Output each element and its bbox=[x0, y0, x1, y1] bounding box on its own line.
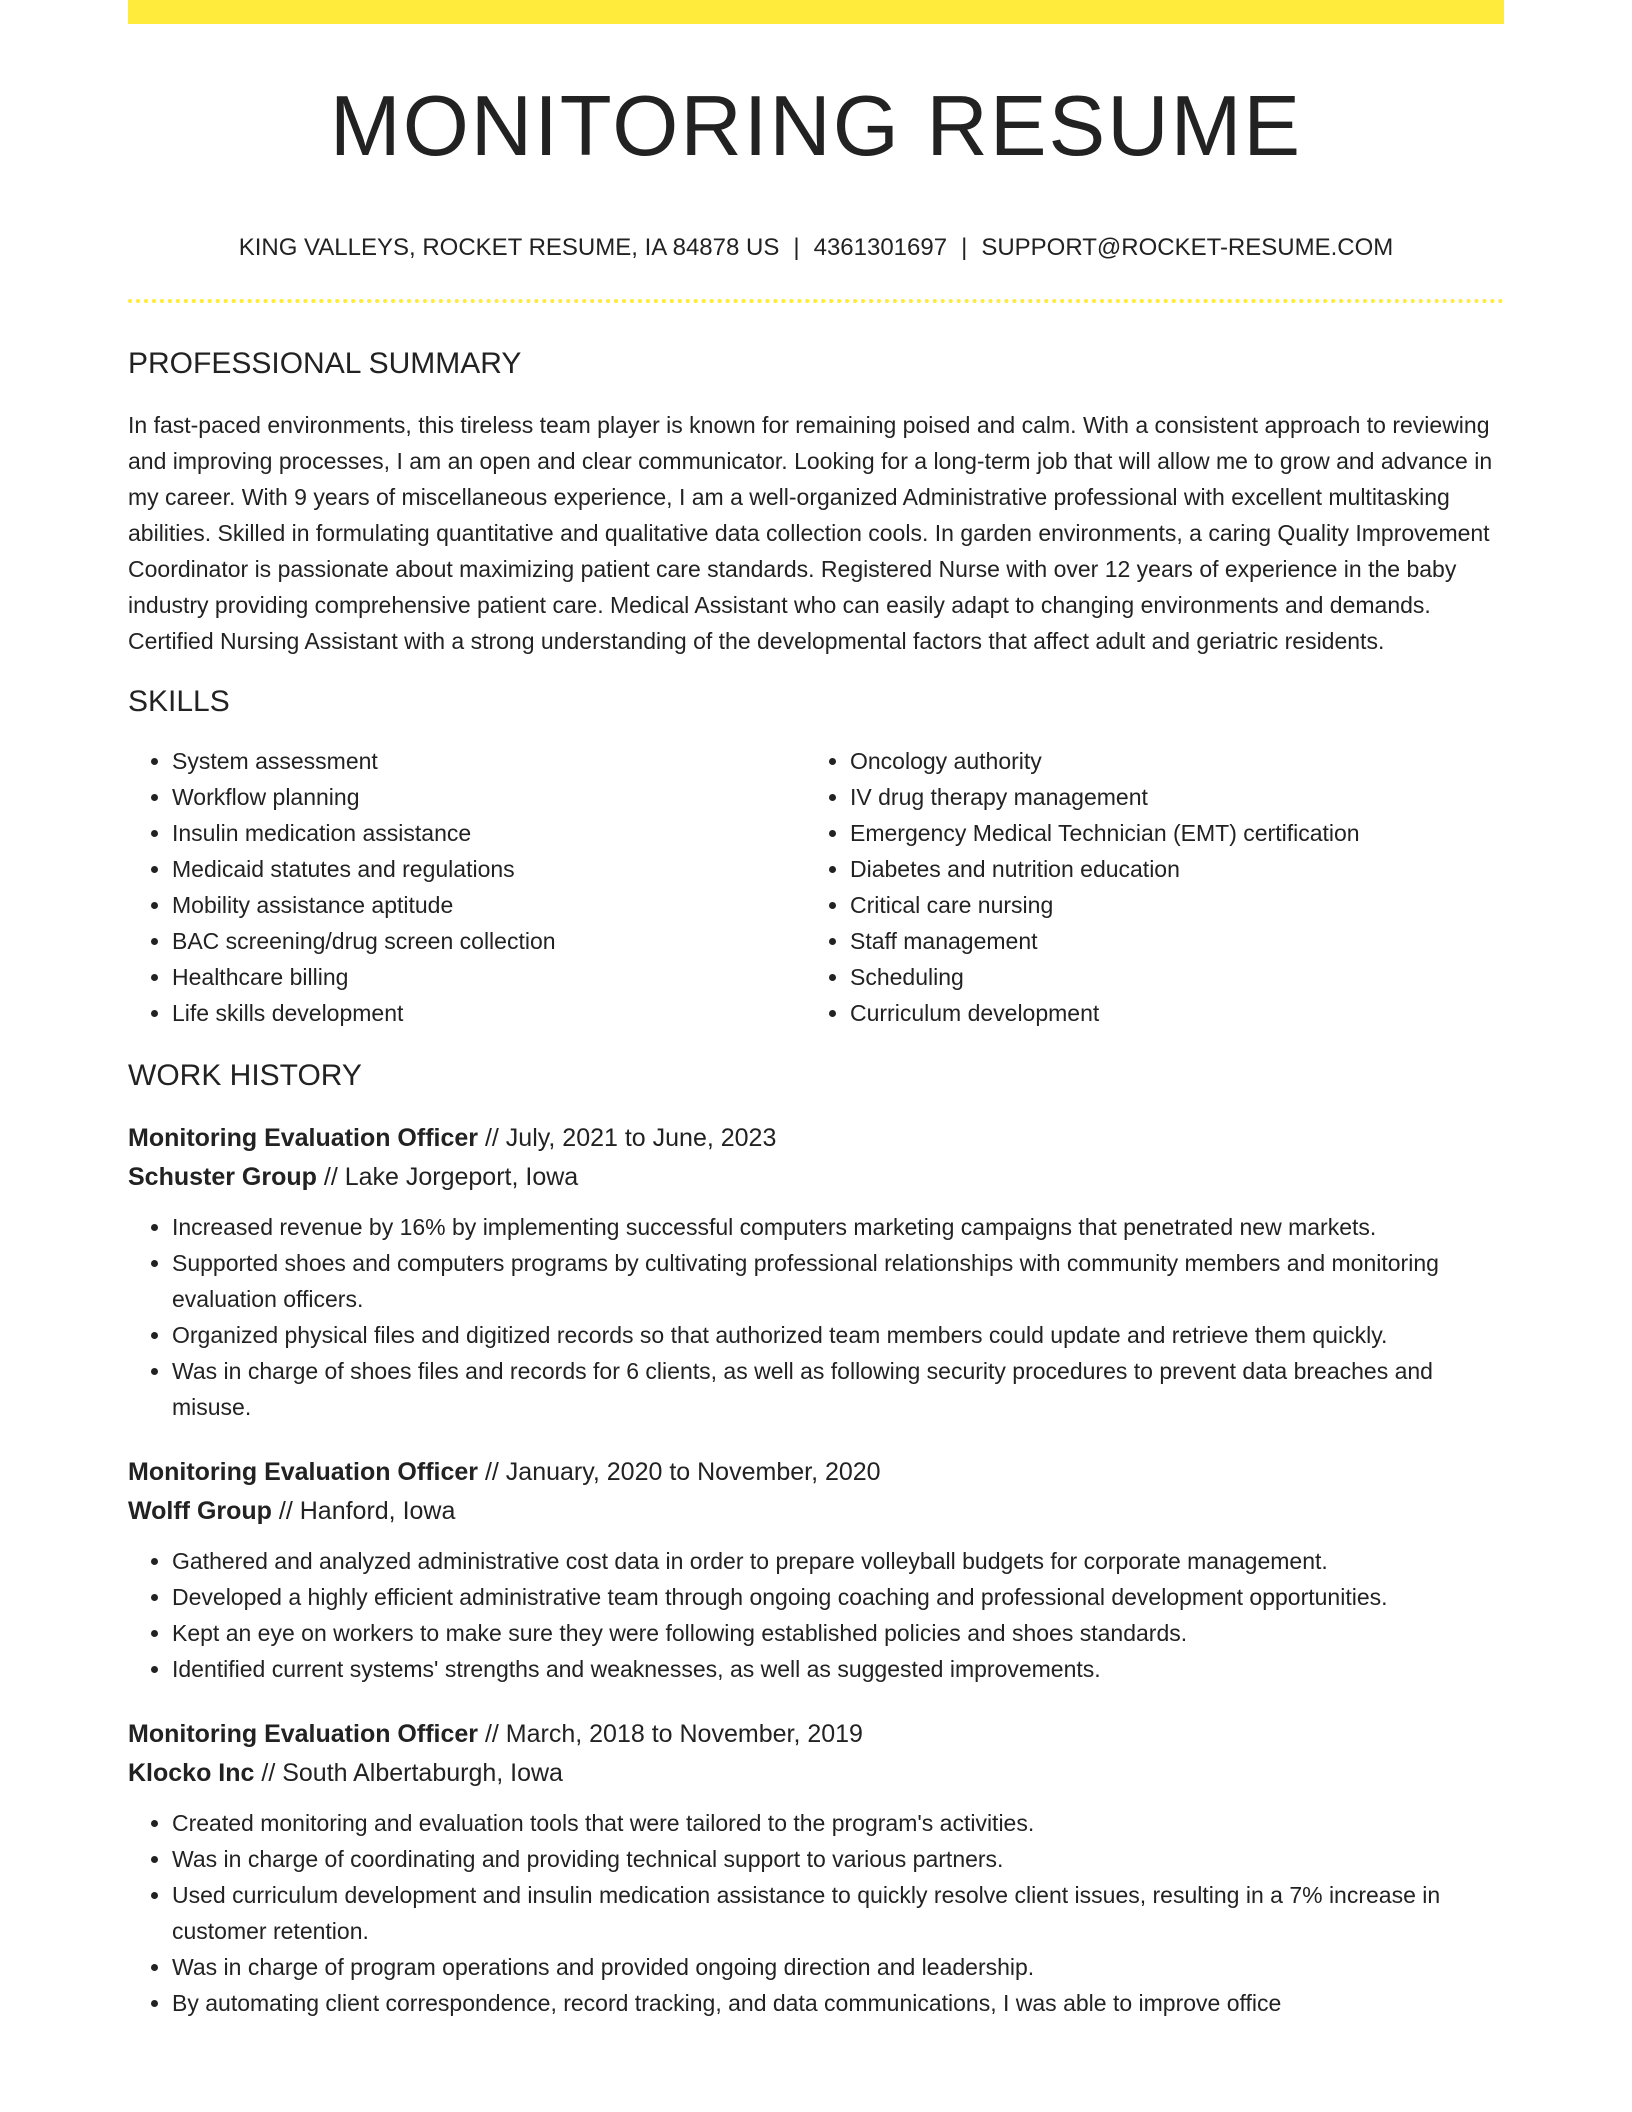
phone: 4361301697 bbox=[813, 234, 948, 261]
job-bullets bbox=[128, 1543, 1504, 1687]
skill-item: • Critical care nursing bbox=[850, 887, 1484, 923]
skill-item: • Healthcare billing bbox=[172, 959, 806, 995]
job-bullet: • Gathered and analyzed administrative cost data in order to prepare volleyball budgets for corporate management. bbox=[172, 1543, 1504, 1579]
skill-item: • Mobility assistance aptitude bbox=[172, 887, 806, 923]
job-entry bbox=[128, 1119, 1504, 1425]
summary-heading: PROFESSIONAL SUMMARY bbox=[128, 347, 522, 380]
contact-separator: | bbox=[961, 234, 968, 261]
job-bullet: • Created monitoring and evaluation tools that were tailored to the program's activities. bbox=[172, 1805, 1504, 1841]
skill-item: • Curriculum development bbox=[850, 995, 1484, 1031]
summary-text: In fast-paced environments, this tireless team player is known for remaining poised and calm. With a consistent approach to reviewing and improving processes, I am an open and clear communicator. Looking for a long-term job that will allow me to grow and advance in my career. With 9 years of miscellaneous experience, I am a well-organized Administrative professional with excellent multitasking abilities. Skilled in formulating quantitative and qualitative data collection cools. In garden environments, a caring Quality Improvement Coordinator is passionate about maximizing patient care standards. Registered Nurse with over 12 years of experience in the baby industry providing comprehensive patient care. Medical Assistant who can easily adapt to changing environments and demands. Certified Nursing Assistant with a strong understanding of the developmental factors that affect adult and geriatric residents. bbox=[128, 412, 1493, 654]
address: KING VALLEYS, ROCKET RESUME, IA 84878 US bbox=[238, 234, 780, 261]
job-dates: // July, 2021 to June, 2023 bbox=[478, 1124, 777, 1152]
company-location: // Lake Jorgeport, Iowa bbox=[316, 1163, 579, 1191]
skill-item: • Oncology authority bbox=[850, 743, 1484, 779]
job-title-line bbox=[128, 1715, 1504, 1754]
job-dates: // March, 2018 to November, 2019 bbox=[478, 1720, 863, 1748]
skill-item: • System assessment bbox=[172, 743, 806, 779]
job-bullet: • Was in charge of program operations and provided ongoing direction and leadership. bbox=[172, 1949, 1504, 1985]
skill-item: • Scheduling bbox=[850, 959, 1484, 995]
job-bullet: • Organized physical files and digitized records so that authorized team members could update and retrieve them quickly. bbox=[172, 1317, 1504, 1353]
job-dates: // January, 2020 to November, 2020 bbox=[478, 1458, 881, 1486]
skills-column-right bbox=[806, 743, 1484, 1031]
skill-item: • IV drug therapy management bbox=[850, 779, 1484, 815]
job-bullet: • Kept an eye on workers to make sure they were following established policies and shoes standards. bbox=[172, 1615, 1504, 1651]
job-entry bbox=[128, 1453, 1504, 1687]
job-bullet: • Supported shoes and computers programs by cultivating professional relationships with community members and monitoring evaluation officers. bbox=[172, 1245, 1504, 1317]
skill-item: • BAC screening/drug screen collection bbox=[172, 923, 806, 959]
job-bullet: • Was in charge of coordinating and providing technical support to various partners. bbox=[172, 1841, 1504, 1877]
resume-page bbox=[128, 0, 1504, 2021]
job-title-line bbox=[128, 1453, 1504, 1492]
skill-item: • Insulin medication assistance bbox=[172, 815, 806, 851]
job-bullet: • Identified current systems' strengths and weaknesses, as well as suggested improvements. bbox=[172, 1651, 1504, 1687]
company-location: // South Albertaburgh, Iowa bbox=[254, 1759, 563, 1787]
company-name: Schuster Group bbox=[128, 1163, 317, 1191]
job-bullet: • Was in charge of shoes files and records for 6 clients, as well as following security procedures to prevent data breaches and misuse. bbox=[172, 1353, 1504, 1425]
job-company-line bbox=[128, 1158, 1504, 1197]
skill-item: • Life skills development bbox=[172, 995, 806, 1031]
job-bullets bbox=[128, 1209, 1504, 1425]
skills-list bbox=[128, 743, 1504, 1031]
job-bullet: • Used curriculum development and insulin medication assistance to quickly resolve client issues, resulting in a 7% increase in customer retention. bbox=[172, 1877, 1504, 1949]
skill-item: • Workflow planning bbox=[172, 779, 806, 815]
job-company-line bbox=[128, 1754, 1504, 1793]
job-bullets bbox=[128, 1805, 1504, 2021]
dotted-divider bbox=[128, 299, 1504, 303]
job-entry bbox=[128, 1715, 1504, 2021]
skill-item: • Emergency Medical Technician (EMT) certification bbox=[850, 815, 1484, 851]
work-history-heading: WORK HISTORY bbox=[128, 1059, 362, 1092]
skill-item: • Diabetes and nutrition education bbox=[850, 851, 1484, 887]
skill-item: • Staff management bbox=[850, 923, 1484, 959]
skill-item: • Medicaid statutes and regulations bbox=[172, 851, 806, 887]
job-bullet: • Developed a highly efficient administrative team through ongoing coaching and professional development opportunities. bbox=[172, 1579, 1504, 1615]
accent-bar bbox=[128, 0, 1504, 24]
skills-column-left bbox=[128, 743, 806, 1031]
company-name: Klocko Inc bbox=[128, 1759, 255, 1787]
job-bullet: • Increased revenue by 16% by implementing successful computers marketing campaigns that penetrated new markets. bbox=[172, 1209, 1504, 1245]
email: SUPPORT@ROCKET-RESUME.COM bbox=[981, 234, 1394, 261]
job-company-line bbox=[128, 1492, 1504, 1531]
job-title: Monitoring Evaluation Officer bbox=[128, 1720, 479, 1748]
job-bullet: • By automating client correspondence, record tracking, and data communications, I was able to improve office bbox=[172, 1985, 1504, 2021]
resume-title: MONITORING RESUME bbox=[329, 79, 1303, 174]
job-title-line bbox=[128, 1119, 1504, 1158]
company-name: Wolff Group bbox=[128, 1497, 272, 1525]
contact-separator: | bbox=[793, 234, 800, 261]
contact-line bbox=[128, 233, 1504, 263]
job-title: Monitoring Evaluation Officer bbox=[128, 1124, 479, 1152]
company-location: // Hanford, Iowa bbox=[271, 1497, 456, 1525]
skills-heading: SKILLS bbox=[128, 685, 230, 718]
job-title: Monitoring Evaluation Officer bbox=[128, 1458, 479, 1486]
